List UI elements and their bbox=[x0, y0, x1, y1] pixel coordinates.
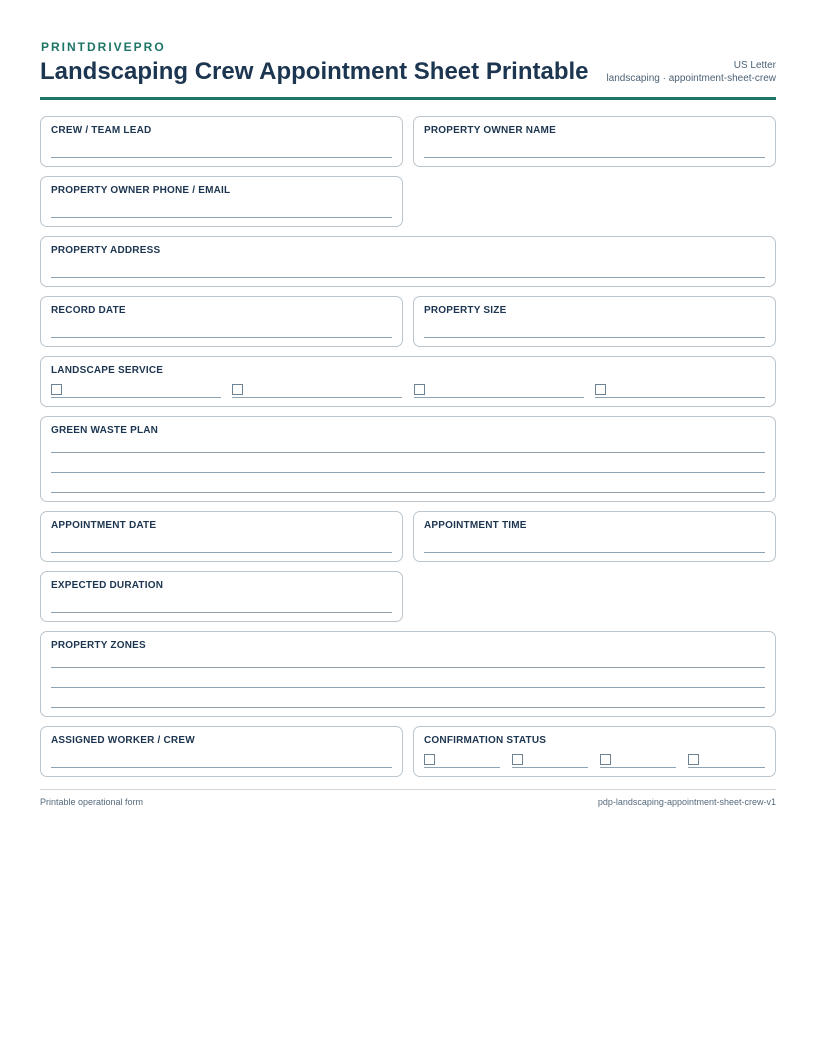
appointment-time-field[interactable] bbox=[413, 511, 776, 562]
status-option-1[interactable] bbox=[424, 754, 500, 768]
write-line-3[interactable] bbox=[51, 492, 765, 493]
page-title: Landscaping Crew Appointment Sheet Printable bbox=[40, 58, 589, 85]
checkbox[interactable] bbox=[414, 384, 425, 395]
checkbox[interactable] bbox=[595, 384, 606, 395]
write-line-3[interactable] bbox=[51, 707, 765, 708]
field-label: GREEN WASTE PLAN bbox=[51, 425, 159, 436]
field-label: APPOINTMENT TIME bbox=[424, 520, 527, 531]
status-option-2[interactable] bbox=[512, 754, 588, 768]
appointment-date-field[interactable] bbox=[40, 511, 403, 562]
assigned-worker-field[interactable] bbox=[40, 726, 403, 777]
property-zones-field[interactable] bbox=[40, 631, 776, 717]
record-date-field[interactable] bbox=[40, 296, 403, 347]
option-write-line[interactable] bbox=[51, 397, 221, 398]
write-line[interactable] bbox=[51, 217, 392, 218]
footer-note: Printable operational form bbox=[40, 797, 144, 807]
expected-duration-field[interactable] bbox=[40, 571, 403, 622]
option-write-line[interactable] bbox=[414, 397, 584, 398]
write-line-1[interactable] bbox=[51, 452, 765, 453]
write-line[interactable] bbox=[424, 337, 765, 338]
field-label: APPOINTMENT DATE bbox=[51, 520, 157, 531]
status-option-4[interactable] bbox=[688, 754, 765, 768]
checkbox[interactable] bbox=[600, 754, 611, 765]
write-line[interactable] bbox=[51, 157, 392, 158]
field-label: PROPERTY ZONES bbox=[51, 640, 146, 651]
property-owner-contact-field[interactable] bbox=[40, 176, 403, 227]
property-size-field[interactable] bbox=[413, 296, 776, 347]
paper-size-label: US Letter bbox=[733, 60, 776, 71]
crew-team-lead-field[interactable] bbox=[40, 116, 403, 167]
checkbox[interactable] bbox=[424, 754, 435, 765]
option-write-line[interactable] bbox=[232, 397, 402, 398]
option-write-line[interactable] bbox=[595, 397, 765, 398]
field-label: PROPERTY OWNER PHONE / EMAIL bbox=[51, 185, 231, 196]
write-line[interactable] bbox=[424, 157, 765, 158]
brand-logo-text: PRINTDRIVEPRO bbox=[41, 40, 166, 54]
field-label: CREW / TEAM LEAD bbox=[51, 125, 152, 136]
write-line-1[interactable] bbox=[51, 667, 765, 668]
write-line[interactable] bbox=[51, 552, 392, 553]
write-line[interactable] bbox=[51, 767, 392, 768]
landscape-service-field bbox=[40, 356, 776, 407]
confirmation-status-field bbox=[413, 726, 776, 777]
property-address-field[interactable] bbox=[40, 236, 776, 287]
property-owner-name-field[interactable] bbox=[413, 116, 776, 167]
write-line[interactable] bbox=[51, 612, 392, 613]
write-line[interactable] bbox=[424, 552, 765, 553]
checkbox[interactable] bbox=[512, 754, 523, 765]
field-label: EXPECTED DURATION bbox=[51, 580, 164, 591]
option-write-line[interactable] bbox=[688, 767, 765, 768]
status-option-3[interactable] bbox=[600, 754, 676, 768]
checkbox[interactable] bbox=[688, 754, 699, 765]
option-write-line[interactable] bbox=[512, 767, 588, 768]
option-write-line[interactable] bbox=[600, 767, 676, 768]
service-option-3[interactable] bbox=[414, 384, 584, 398]
footer-divider bbox=[40, 789, 776, 790]
field-label: RECORD DATE bbox=[51, 305, 126, 316]
service-option-1[interactable] bbox=[51, 384, 221, 398]
field-label: LANDSCAPE SERVICE bbox=[51, 365, 164, 376]
field-label: PROPERTY SIZE bbox=[424, 305, 507, 316]
header-divider bbox=[40, 97, 776, 100]
field-label: PROPERTY OWNER NAME bbox=[424, 125, 556, 136]
field-label: ASSIGNED WORKER / CREW bbox=[51, 735, 195, 746]
service-option-4[interactable] bbox=[595, 384, 765, 398]
green-waste-plan-field[interactable] bbox=[40, 416, 776, 502]
service-option-2[interactable] bbox=[232, 384, 402, 398]
write-line-2[interactable] bbox=[51, 472, 765, 473]
field-label: CONFIRMATION STATUS bbox=[424, 735, 547, 746]
form-tags: landscaping · appointment-sheet-crew bbox=[606, 73, 776, 84]
write-line[interactable] bbox=[51, 277, 765, 278]
write-line-2[interactable] bbox=[51, 687, 765, 688]
write-line[interactable] bbox=[51, 337, 392, 338]
field-label: PROPERTY ADDRESS bbox=[51, 245, 161, 256]
option-write-line[interactable] bbox=[424, 767, 500, 768]
checkbox[interactable] bbox=[232, 384, 243, 395]
form-code: pdp-landscaping-appointment-sheet-crew-v1 bbox=[597, 797, 776, 807]
checkbox[interactable] bbox=[51, 384, 62, 395]
